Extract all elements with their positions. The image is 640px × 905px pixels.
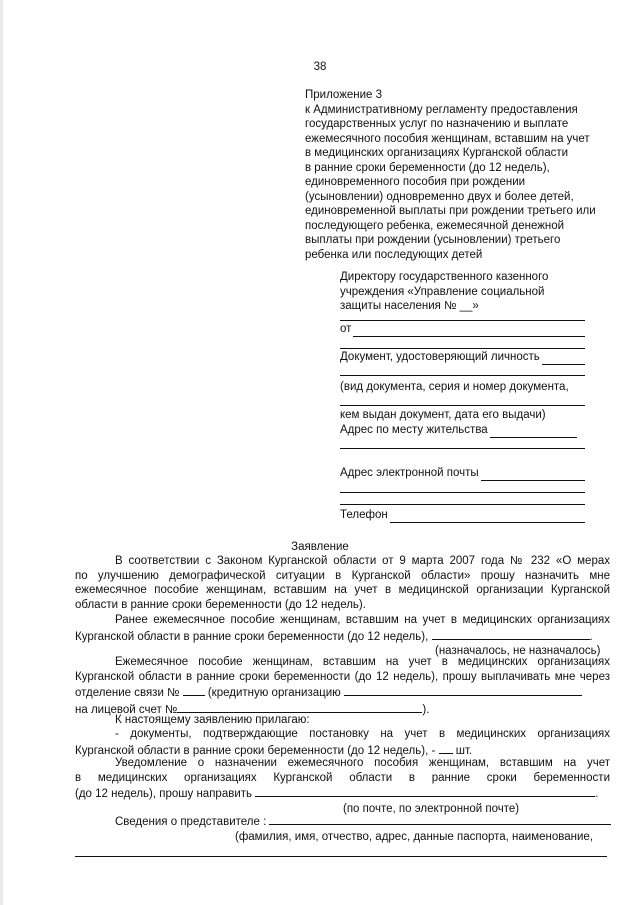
text-line: в медицинских организациях Курганской области в ранние сроки беременности (75, 771, 610, 784)
credit-org-blank[interactable] (344, 684, 582, 696)
id-doc-fill[interactable] (542, 352, 585, 365)
blank-line[interactable] (340, 448, 585, 449)
blank-line[interactable] (340, 375, 585, 376)
blank-line[interactable] (340, 320, 585, 321)
phone-label: Телефон (340, 509, 388, 521)
appendix-line: государственных услуг по назначению и выплате (305, 118, 569, 130)
text-line: Курганской области в ранние сроки беременности (до 12 недель), прошу выплачивать мне через (75, 670, 610, 683)
text-segment: шт. (455, 744, 473, 757)
address-label: Адрес по месту жительства (340, 424, 488, 436)
from-field[interactable] (340, 322, 585, 337)
text-line: Курганской области в ранние сроки беременности (до 12 недель), . (75, 628, 610, 645)
page-number: 38 (313, 61, 327, 73)
blank-line[interactable] (340, 492, 585, 493)
appendix-line: (усыновлении) одновременно двух и более детей, (305, 190, 574, 203)
appendix-line: единовременного пособия при рождении (305, 176, 526, 188)
text-line: области в ранние сроки беременности (до 12 недель). (75, 598, 366, 611)
text-segment: Курганской области в ранние сроки беременности (до 12 недель), - (75, 744, 436, 757)
addressee-line: защиты населения № __» (340, 300, 479, 312)
from-fill[interactable] (353, 324, 585, 337)
appendix-line: в медицинских организациях Курганской области (305, 147, 569, 159)
id-doc-label: Документ, удостоверяющий личность (340, 351, 540, 363)
email-label: Адрес электронной почты (340, 467, 479, 479)
text-segment: (до 12 недель), прошу направить (75, 788, 253, 800)
document-title: Заявление (291, 541, 349, 553)
paragraph-3 (75, 655, 610, 717)
representative-blank-line[interactable] (75, 844, 607, 857)
paragraph-5 (75, 727, 610, 758)
paragraph-6 (75, 756, 610, 816)
appendix-header (305, 88, 605, 262)
text-line: Уведомление о назначении ежемесячного пособия женщинам, вставшим на учет (115, 757, 610, 769)
text-segment: Курганской области в ранние сроки беременности (до 12 недель), (75, 630, 429, 643)
appendix-line: Приложение 3 (305, 89, 383, 101)
text-segment: отделение связи № (75, 687, 180, 699)
email-fill[interactable] (481, 468, 585, 481)
appendix-line: ребенка или последующих детей (305, 248, 483, 261)
phone-field[interactable] (340, 508, 585, 523)
from-label: от (340, 323, 352, 335)
scan-edge (0, 0, 3, 905)
text-line (75, 813, 610, 830)
appendix-line: в ранние сроки беременности (до 12 недель), (305, 161, 550, 174)
appendix-line: к Административному регламенту предоставления (305, 103, 578, 116)
appendix-line: единовременной выплаты при рождении третьего или (305, 205, 596, 217)
notification-method-hint: (по почте, по электронной почте) (343, 802, 520, 815)
account-blank[interactable] (177, 701, 422, 713)
addressee-line: Директору государственного казенного (340, 271, 549, 283)
previous-benefit-hint: (назначалось, не назначалось) (435, 645, 601, 657)
text-segment: на лицевой счет № (75, 703, 178, 716)
text-line: ежемесячное пособие женщинам, вставшим на учет в медицинской организации Курганской (75, 584, 610, 596)
paragraph-1 (75, 554, 610, 612)
text-line: К настоящему заявлению прилагаю: (115, 714, 310, 726)
email-field[interactable] (340, 466, 585, 481)
text-segment: (кредитную организацию (207, 687, 341, 699)
id-doc-hint: (вид документа, серия и номер документа, (340, 381, 569, 393)
text-line: по улучшению демографической ситуации в Курганской области» прошу назначить мне (75, 569, 610, 582)
id-doc-field[interactable] (340, 350, 585, 365)
text-line: - документы, подтверждающие постановку на учет в медицинских организациях (115, 728, 610, 740)
paragraph-7 (75, 813, 610, 857)
address-fill[interactable] (490, 425, 577, 438)
blank-line[interactable] (340, 504, 585, 505)
previous-benefit-blank[interactable] (432, 628, 590, 640)
document-count-blank[interactable] (439, 742, 453, 754)
phone-fill[interactable] (390, 510, 585, 523)
notification-method-blank[interactable] (255, 785, 595, 797)
text-segment: Сведения о представителе : (115, 816, 267, 828)
paragraph-2 (75, 613, 610, 659)
text-line: Ранее ежемесячное пособие женщинам, вставшим на учет в медицинских организациях (115, 614, 610, 626)
addressee-line: учреждения «Управление социальной (340, 285, 545, 298)
postal-branch-blank[interactable] (183, 684, 205, 696)
representative-hint: (фамилия, имя, отчество, адрес, данные паспорта, наименование, (235, 830, 594, 843)
blank-line[interactable] (340, 348, 585, 349)
paragraph-4 (75, 713, 610, 728)
addressee-block (340, 270, 590, 314)
blank-line[interactable] (340, 405, 585, 406)
text-line (75, 684, 610, 701)
appendix-line: последующего ребенка, ежемесячной денежной (305, 219, 565, 232)
text-line: (до 12 недель), прошу направить . (75, 785, 610, 802)
text-line: В соответствии с Законом Курганской области от 9 марта 2007 года № 232 «О мерах (115, 555, 610, 567)
text-line: на лицевой счет № ). (75, 701, 610, 718)
address-field[interactable] (340, 423, 577, 438)
id-doc-hint-2: кем выдан документ, дата его выдачи) (340, 409, 546, 421)
appendix-line: выплаты при рождении (усыновлении) третьего (305, 234, 561, 246)
text-line: Ежемесячное пособие женщинам, вставшим на учет в медицинских организациях (115, 656, 610, 668)
representative-blank[interactable] (269, 813, 611, 825)
appendix-line: ежемесячного пособия женщинам, вставшим на учет (305, 132, 590, 145)
